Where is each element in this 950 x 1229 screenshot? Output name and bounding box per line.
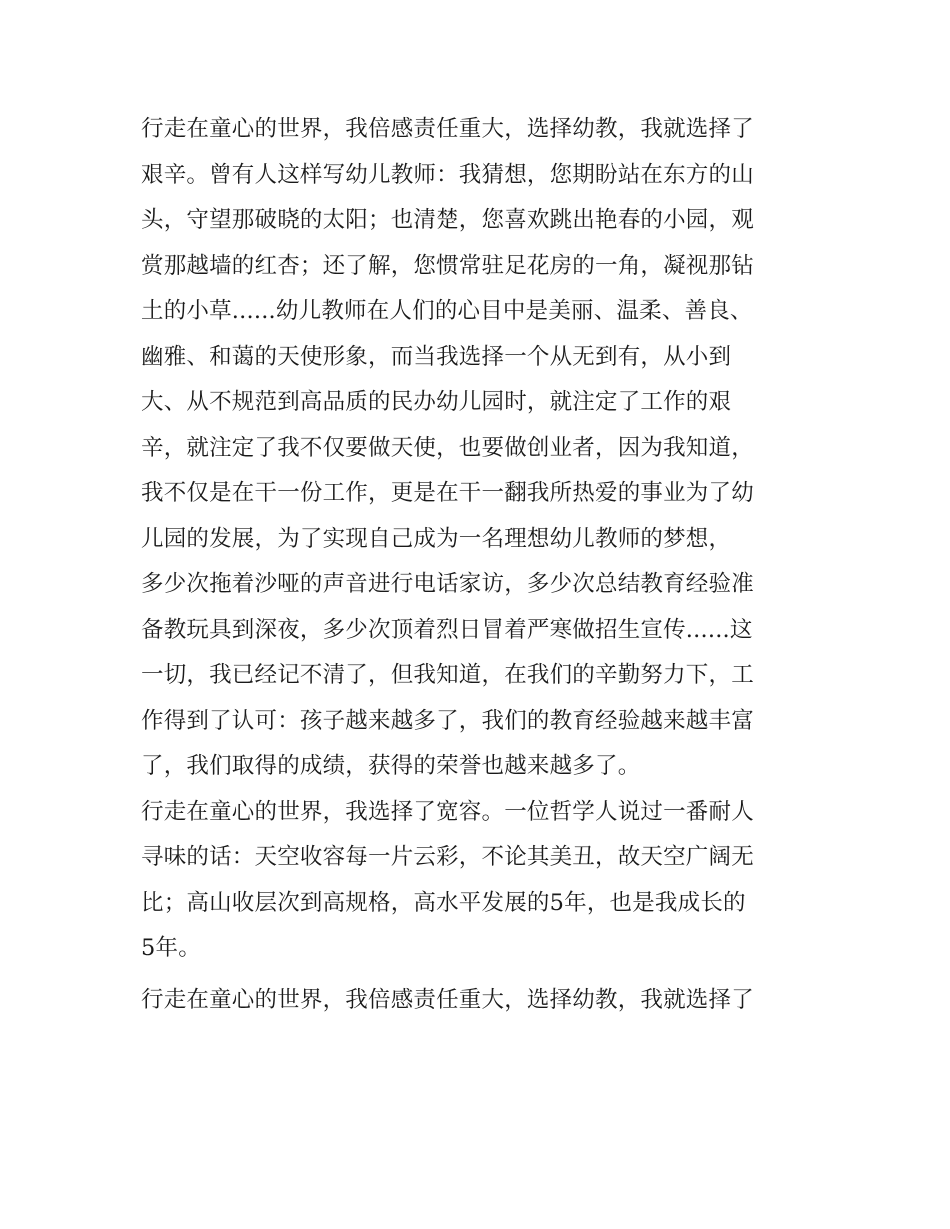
text-line: 作得到了认可：孩子越来越多了，我们的教育经验越来越丰富 [141, 707, 754, 734]
text-line: 了，我们取得的成绩，获得的荣誉也越来越多了。 [141, 753, 641, 779]
text-line: 儿园的发展，为了实现自己成为一名理想幼儿教师的梦想， [141, 525, 732, 552]
text-line: 备教玩具到深夜，多少次顶着烈日冒着严寒做招生宣传......这 [141, 616, 753, 643]
text-line: 行走在童心的世界，我倍感责任重大，选择幼教，我就选择了 [141, 986, 754, 1013]
text-line: 艰辛。曾有人这样写幼儿教师：我猜想，您期盼站在东方的山 [141, 161, 754, 188]
text-line: 我不仅是在干一份工作，更是在干一翻我所热爱的事业为了幼 [141, 480, 754, 506]
text-line: 头，守望那破晓的太阳；也清楚，您喜欢跳出艳春的小园，观 [141, 207, 754, 233]
text-line: 行走在童心的世界，我倍感责任重大，选择幼教，我就选择了 [141, 116, 754, 142]
text-line: 行走在童心的世界，我选择了宽容。一位哲学人说过一番耐人 [141, 798, 754, 825]
text-line: 大、从不规范到高品质的民办幼儿园时，就注定了工作的艰 [141, 389, 732, 415]
text-line: 寻味的话：天空收容每一片云彩，不论其美丑，故天空广阔无 [141, 844, 754, 870]
body-text [141, 107, 813, 1023]
text-line: 一切，我已经记不清了，但我知道，在我们的辛勤努力下，工 [141, 662, 754, 688]
text-line: 幽雅、和蔼的天使形象，而当我选择一个从无到有，从小到 [141, 343, 732, 370]
text-line: 多少次拖着沙哑的声音进行电话家访，多少次总结教育经验准 [141, 571, 754, 597]
text-line: 5年。 [141, 935, 201, 961]
text-line: 比；高山收层次到高规格，高水平发展的5年，也是我成长的 [141, 889, 746, 916]
text-line: 辛，就注定了我不仅要做天使，也要做创业者，因为我知道， [141, 434, 754, 461]
text-line: 土的小草......幼儿教师在人们的心目中是美丽、温柔、善良、 [141, 298, 753, 324]
text-line: 赏那越墙的红杏；还了解，您惯常驻足花房的一角，凝视那钻 [141, 252, 754, 279]
